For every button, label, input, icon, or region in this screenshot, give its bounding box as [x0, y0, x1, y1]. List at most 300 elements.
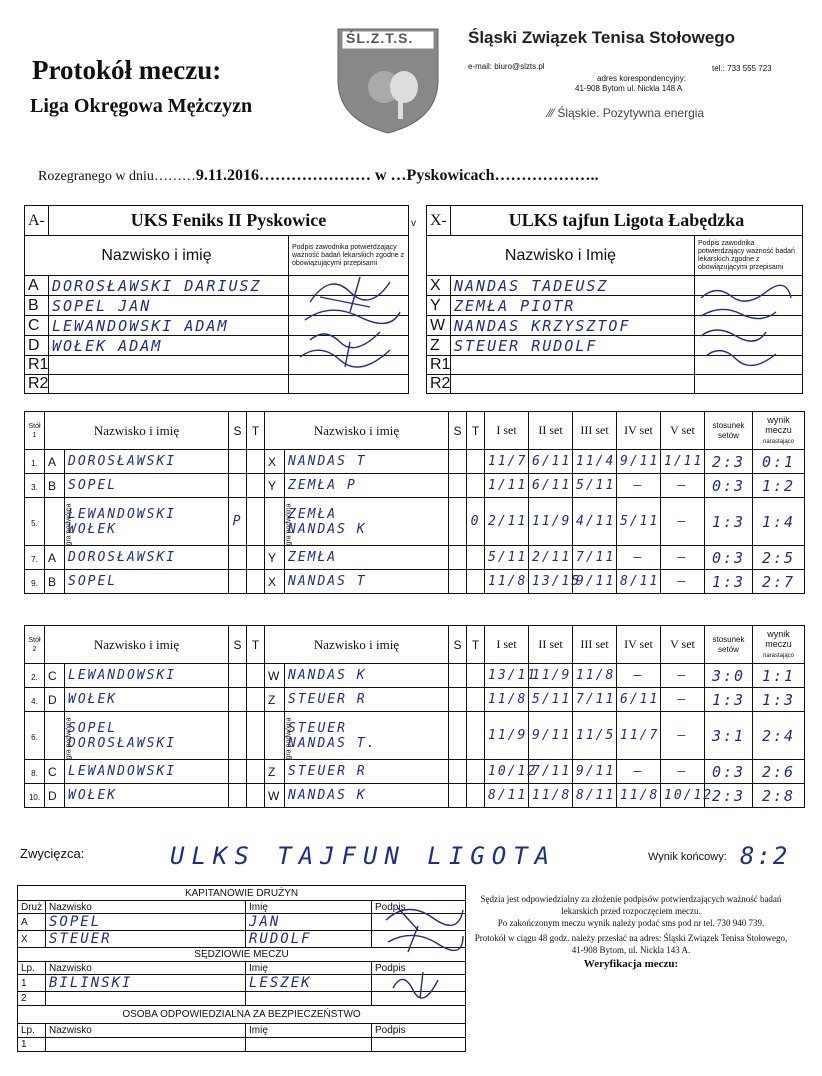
right-player-code: Y	[427, 296, 451, 316]
left-player-code: R2	[25, 375, 49, 394]
game-row	[25, 664, 805, 688]
result-cell	[753, 688, 805, 712]
note-sms: Po zakończonym meczu wynik należy podać sms pod nr tel. 730 940 739.	[497, 918, 765, 928]
right-player-code: Z	[427, 336, 451, 356]
set-score: 11/7	[620, 728, 660, 743]
set-score: –	[633, 478, 644, 493]
result-cell	[753, 712, 805, 760]
stol-label: Stół	[28, 422, 41, 430]
col-surname: Nazwisko	[46, 962, 246, 975]
set-score: 2/11	[532, 550, 572, 565]
col-sign: Podpis	[372, 1024, 466, 1038]
double-cell	[265, 712, 293, 760]
left-name-cell	[65, 784, 229, 808]
referee-surname	[46, 992, 246, 1006]
set-score: 4/11	[576, 514, 616, 529]
t-cell	[247, 570, 265, 594]
set-score: 7/11	[532, 764, 572, 779]
game-no-cell	[25, 712, 45, 760]
player-right-code: W	[268, 668, 280, 683]
captain-name: JAN	[246, 914, 372, 931]
cumulative-result: 1:3	[761, 690, 796, 709]
game-no-cell	[25, 546, 45, 570]
s-cell	[229, 546, 247, 570]
set-cell	[617, 784, 661, 808]
game-number: 1.	[31, 458, 38, 468]
game-number: 8.	[31, 768, 38, 778]
player-right-code: Z	[268, 764, 276, 779]
game-no-cell	[25, 760, 45, 784]
t-cell	[247, 688, 265, 712]
captain-surname: STEUER	[46, 931, 246, 948]
right-name-cell	[285, 712, 449, 760]
logo-text: ŚL.Z.T.S.	[346, 30, 414, 46]
left-team-prefix: A-	[25, 206, 49, 236]
left-name-cell	[65, 688, 229, 712]
result-cell	[753, 570, 805, 594]
address-label: adres korespondencyjny:	[597, 74, 686, 83]
left-code-cell	[45, 450, 65, 474]
left-player-name	[49, 356, 289, 375]
double-label: gra podwójna	[65, 502, 73, 546]
col-sign: Podpis	[372, 962, 466, 975]
player-right: STEUER R	[288, 764, 367, 779]
captain-referee-signatures	[378, 900, 468, 1000]
right-name-cell	[285, 784, 449, 808]
set-cell	[529, 784, 573, 808]
right-player-code: R1	[427, 356, 451, 375]
set-ratio: 3:1	[711, 726, 746, 745]
set-score: –	[677, 668, 688, 683]
player-right-code: Y	[268, 550, 277, 565]
set-ratio: 0:3	[711, 476, 746, 495]
right-player-signature	[695, 375, 803, 394]
set-cell	[661, 498, 705, 546]
col-t: T	[247, 412, 265, 450]
player-right: STEUER	[288, 720, 347, 736]
left-player-name	[49, 375, 289, 394]
left-player-code: R1	[25, 356, 49, 375]
set-cell	[573, 498, 617, 546]
left-player-name: SOPEL JAN	[49, 296, 289, 316]
set-cell	[529, 570, 582, 594]
set-cell	[485, 760, 538, 784]
result-cell	[753, 474, 805, 498]
player-left: SOPEL	[68, 720, 118, 736]
double-cell	[265, 498, 293, 546]
double-label: gra podwójna	[285, 502, 293, 546]
set-score: 13/15	[532, 574, 582, 589]
s-cell	[229, 570, 247, 594]
set-score: 11/9	[488, 728, 528, 743]
set-score: 9/11	[532, 728, 572, 743]
set-score: 9/11	[620, 454, 660, 469]
played-line	[38, 167, 599, 185]
t-cell	[467, 760, 485, 784]
captains-title: KAPITANOWIE DRUŻYN	[18, 886, 466, 901]
game-no-cell	[25, 474, 45, 498]
cumulative-result: 2:5	[761, 548, 796, 567]
t-cell	[247, 498, 265, 546]
right-player-code: X	[427, 276, 451, 296]
right-col-name: Nazwisko i Imię	[427, 236, 695, 276]
set-cell	[573, 760, 617, 784]
left-player-name: WOŁEK ADAM	[49, 336, 289, 356]
right-name-cell	[285, 498, 449, 546]
game-number: 3.	[31, 482, 38, 492]
right-code-cell	[265, 570, 285, 594]
winner-label: Zwycięzca:	[20, 846, 85, 861]
cumulative-result: 1:2	[761, 476, 796, 495]
set-ratio: 2:3	[711, 452, 746, 471]
set-cell	[661, 570, 705, 594]
set-score: 1/11	[488, 478, 528, 493]
set-cell	[485, 450, 529, 474]
note-address: Protokół w ciągu 48 godz. należy przesłać na adres: Śląski Związek Tenisa Stołowego, 41-908 Bytom, ul. Nickla 143 A.	[474, 933, 788, 955]
right-player-name	[451, 356, 695, 375]
player-right-2: NANDAS T.	[288, 735, 377, 751]
player-right: ZEMŁA	[288, 550, 338, 565]
game-row	[25, 498, 805, 546]
stol-header	[25, 412, 45, 450]
set-score: 5/11	[532, 692, 572, 707]
right-player-name	[451, 375, 695, 394]
set-cell	[485, 474, 529, 498]
left-player-name: LEWANDOWSKI ADAM	[49, 316, 289, 336]
left-name-cell	[65, 712, 229, 760]
left-name-cell	[65, 760, 229, 784]
ratio-cell	[705, 760, 753, 784]
s-cell	[229, 450, 247, 474]
set-cell	[573, 784, 617, 808]
set-cell	[617, 546, 661, 570]
s-cell	[449, 664, 467, 688]
set-ratio: 1:3	[711, 572, 746, 591]
set-cell	[529, 450, 573, 474]
t-cell	[467, 474, 485, 498]
s-cell	[229, 688, 247, 712]
set-cell	[573, 664, 617, 688]
set-cell	[573, 688, 617, 712]
left-code-cell	[45, 570, 65, 594]
set-cell	[661, 474, 705, 498]
set-score: –	[677, 692, 688, 707]
game-number: 2.	[31, 672, 38, 682]
right-code-cell	[265, 664, 285, 688]
email-text: e-mail: biuro@slzts.pl	[468, 62, 545, 71]
phone-text: tel.: 733 555 723	[712, 64, 772, 73]
s-mark: P	[232, 514, 243, 529]
t-cell	[247, 712, 265, 760]
result-sub-label: narastająco	[762, 652, 795, 659]
col-ratio: stosunek setów	[705, 626, 753, 664]
set-cell	[529, 474, 573, 498]
ratio-cell	[705, 474, 753, 498]
right-team-name: ULKS tajfun Ligota Łabędzka	[451, 206, 803, 236]
left-player-code: D	[25, 336, 49, 356]
player-left: LEWANDOWSKI	[68, 506, 177, 522]
s-cell	[229, 474, 247, 498]
col-set3: III set	[573, 412, 617, 450]
s-cell	[449, 712, 467, 760]
association-logo	[334, 25, 442, 135]
col-surname: Nazwisko	[46, 901, 246, 914]
set-score: 11/8	[532, 788, 572, 803]
set-score: 8/11	[488, 788, 528, 803]
referee-name	[246, 992, 372, 1006]
col-left-name: Nazwisko i imię	[45, 412, 229, 450]
col-t: T	[467, 626, 485, 664]
safety-title: OSOBA ODPOWIEDZIALNA ZA BEZPIECZEŃSTWO	[18, 1006, 466, 1024]
result-sub-label: narastająco	[762, 438, 795, 445]
stol-header	[25, 626, 45, 664]
player-right: NANDAS T	[288, 454, 367, 469]
col-left-name: Nazwisko i imię	[45, 626, 229, 664]
right-name-cell	[285, 546, 449, 570]
cumulative-result: 2:7	[761, 572, 796, 591]
set-cell	[661, 760, 705, 784]
address-text: 41-908 Bytom ul. Nickla 148 A	[575, 84, 683, 93]
set-cell	[661, 712, 705, 760]
right-player-name: ZEMŁA PIOTR	[451, 296, 695, 316]
set-score: 6/11	[620, 692, 660, 707]
set-ratio: 1:3	[711, 690, 746, 709]
right-name-cell	[285, 450, 449, 474]
right-code-cell	[265, 760, 285, 784]
s-cell	[449, 450, 467, 474]
set-cell	[617, 664, 661, 688]
right-player-code: R2	[427, 375, 451, 394]
set-score: 5/11	[620, 514, 660, 529]
game-no-cell	[25, 784, 45, 808]
referee-lp: 1	[18, 975, 46, 992]
s-cell	[449, 570, 467, 594]
set-cell	[573, 570, 617, 594]
player-right: STEUER R	[288, 692, 367, 707]
right-name-cell	[285, 688, 449, 712]
set-cell	[529, 688, 573, 712]
set-cell	[661, 546, 705, 570]
notes-block	[470, 893, 792, 970]
col-lp: Lp.	[18, 962, 46, 975]
set-cell	[617, 498, 661, 546]
set-score: 11/9	[532, 514, 572, 529]
right-sig-note: Podpis zawodnika potwierdzający ważność badań lekarskich zgodne z obowiązującymi przepisami	[695, 236, 803, 276]
left-player-signature	[289, 375, 409, 394]
col-name: Imię	[246, 1024, 372, 1038]
t-cell	[247, 450, 265, 474]
captain-surname: SOPEL	[46, 914, 246, 931]
set-cell	[485, 570, 529, 594]
double-cell	[45, 712, 73, 760]
set-cell	[661, 784, 714, 808]
col-s: S	[449, 412, 467, 450]
final-score: 8:2	[740, 842, 790, 870]
set-cell	[485, 784, 529, 808]
player-right-code: X	[268, 454, 277, 469]
right-player-code: W	[427, 316, 451, 336]
col-sign: Podpis	[372, 901, 466, 914]
set-score: 1/11	[664, 454, 704, 469]
stol-label: Stół	[28, 636, 41, 644]
col-set1: I set	[485, 626, 529, 664]
player-left-code: B	[48, 478, 57, 493]
slogan-text: Śląskie. Pozytywna energia	[557, 106, 705, 120]
set-cell	[617, 450, 661, 474]
cumulative-result: 2:6	[761, 762, 796, 781]
set-score: 11/7	[488, 454, 528, 469]
t-cell	[247, 546, 265, 570]
game-no-cell	[25, 688, 45, 712]
stol-number: 2	[32, 645, 37, 653]
set-score: 11/8	[576, 668, 616, 683]
set-score: 7/11	[576, 550, 616, 565]
right-name-cell	[285, 474, 449, 498]
left-name-cell	[65, 498, 229, 546]
col-t: T	[247, 626, 265, 664]
set-cell	[661, 688, 705, 712]
set-cell	[617, 474, 661, 498]
col-set4: IV set	[617, 626, 661, 664]
association-name: Śląski Związek Tenisa Stołowego	[468, 28, 736, 47]
player-right-code: Y	[268, 478, 277, 493]
col-name: Imię	[246, 962, 372, 975]
game-row	[25, 712, 805, 760]
set-cell	[573, 546, 617, 570]
set-score: 6/11	[532, 478, 572, 493]
referee-surname: BILINSKI	[46, 975, 246, 992]
player-right-code: Z	[268, 692, 276, 707]
result-cell	[753, 760, 805, 784]
game-number: 4.	[31, 696, 38, 706]
player-left: LEWANDOWSKI	[68, 668, 177, 683]
col-right-name: Nazwisko i imię	[265, 412, 449, 450]
right-code-cell	[265, 784, 285, 808]
col-s: S	[229, 412, 247, 450]
s-cell	[229, 664, 247, 688]
col-set2: II set	[529, 626, 573, 664]
set-ratio: 3:0	[711, 666, 746, 685]
player-left: SOPEL	[68, 478, 118, 493]
place-label: ………………… w …	[258, 167, 407, 184]
trail-dots: ………………..	[494, 167, 599, 184]
t-mark: 0	[470, 514, 481, 529]
ratio-cell	[705, 546, 753, 570]
left-code-cell	[45, 760, 65, 784]
t-cell	[467, 784, 485, 808]
set-score: 11/8	[620, 788, 660, 803]
safety-surname	[46, 1038, 246, 1052]
player-right: NANDAS T	[288, 574, 367, 589]
s-cell	[449, 498, 467, 546]
slogan	[548, 106, 704, 120]
set-score: –	[633, 668, 644, 683]
safety-name	[246, 1038, 372, 1052]
t-cell	[467, 712, 485, 760]
col-ratio: stosunek setów	[705, 412, 753, 450]
set-score: –	[633, 764, 644, 779]
set-score: –	[633, 550, 644, 565]
col-s: S	[229, 626, 247, 664]
set-score: 9/11	[576, 574, 616, 589]
set-score: 11/4	[576, 454, 616, 469]
result-cell	[753, 664, 805, 688]
left-code-cell	[45, 546, 65, 570]
game-row	[25, 570, 805, 594]
col-t: T	[467, 412, 485, 450]
set-score: –	[677, 550, 688, 565]
left-name-cell	[65, 570, 229, 594]
player-right: ZEMŁA	[288, 506, 338, 522]
set-score: –	[677, 514, 688, 529]
player-left-2: WOŁEK	[68, 521, 118, 537]
right-name-cell	[285, 570, 449, 594]
player-left: DOROSŁAWSKI	[68, 550, 177, 565]
referees-title: SĘDZIOWIE MECZU	[18, 948, 466, 962]
stol-number: 1	[32, 431, 37, 439]
game-number: 9.	[31, 578, 38, 588]
game-no-cell	[25, 498, 45, 546]
col-set1: I set	[485, 412, 529, 450]
game-row	[25, 688, 805, 712]
game-number: 5.	[31, 518, 38, 528]
right-code-cell	[265, 474, 285, 498]
t-cell	[467, 688, 485, 712]
player-right: NANDAS K	[288, 668, 367, 683]
right-name-cell	[285, 760, 449, 784]
set-cell	[617, 760, 661, 784]
col-set3: III set	[573, 626, 617, 664]
t-cell	[467, 546, 485, 570]
player-left: LEWANDOWSKI	[68, 764, 177, 779]
s-cell	[449, 688, 467, 712]
game-row	[25, 784, 805, 808]
ratio-cell	[705, 688, 753, 712]
left-player-name: DOROSŁAWSKI DARIUSZ	[49, 276, 289, 296]
set-cell	[485, 712, 529, 760]
set-cell	[485, 688, 529, 712]
final-score-label: Wynik końcowy:	[648, 851, 727, 863]
player-right-code: W	[268, 788, 280, 803]
right-player-name: NANDAS KRZYSZTOF	[451, 316, 695, 336]
game-row	[25, 474, 805, 498]
left-col-name: Nazwisko i imię	[25, 236, 289, 276]
game-row	[25, 450, 805, 474]
game-row	[25, 760, 805, 784]
t-cell	[247, 760, 265, 784]
s-cell	[229, 712, 247, 760]
set-score: 10/12	[664, 788, 714, 803]
set-ratio: 2:3	[711, 786, 746, 805]
right-code-cell	[265, 546, 285, 570]
col-result	[753, 626, 805, 664]
captain-team: X	[18, 931, 46, 948]
t-cell	[467, 570, 485, 594]
set-score: 10/12	[488, 764, 538, 779]
left-code-cell	[45, 664, 65, 688]
set-cell	[573, 712, 617, 760]
result-cell	[753, 546, 805, 570]
set-score: –	[677, 478, 688, 493]
game-no-cell	[25, 570, 45, 594]
left-player-code: C	[25, 316, 49, 336]
result-cell	[753, 450, 805, 474]
player-left-2: DOROSŁAWSKI	[68, 735, 177, 751]
s-cell	[449, 546, 467, 570]
game-number: 10.	[28, 792, 41, 802]
left-name-cell	[65, 546, 229, 570]
set-cell	[573, 450, 617, 474]
